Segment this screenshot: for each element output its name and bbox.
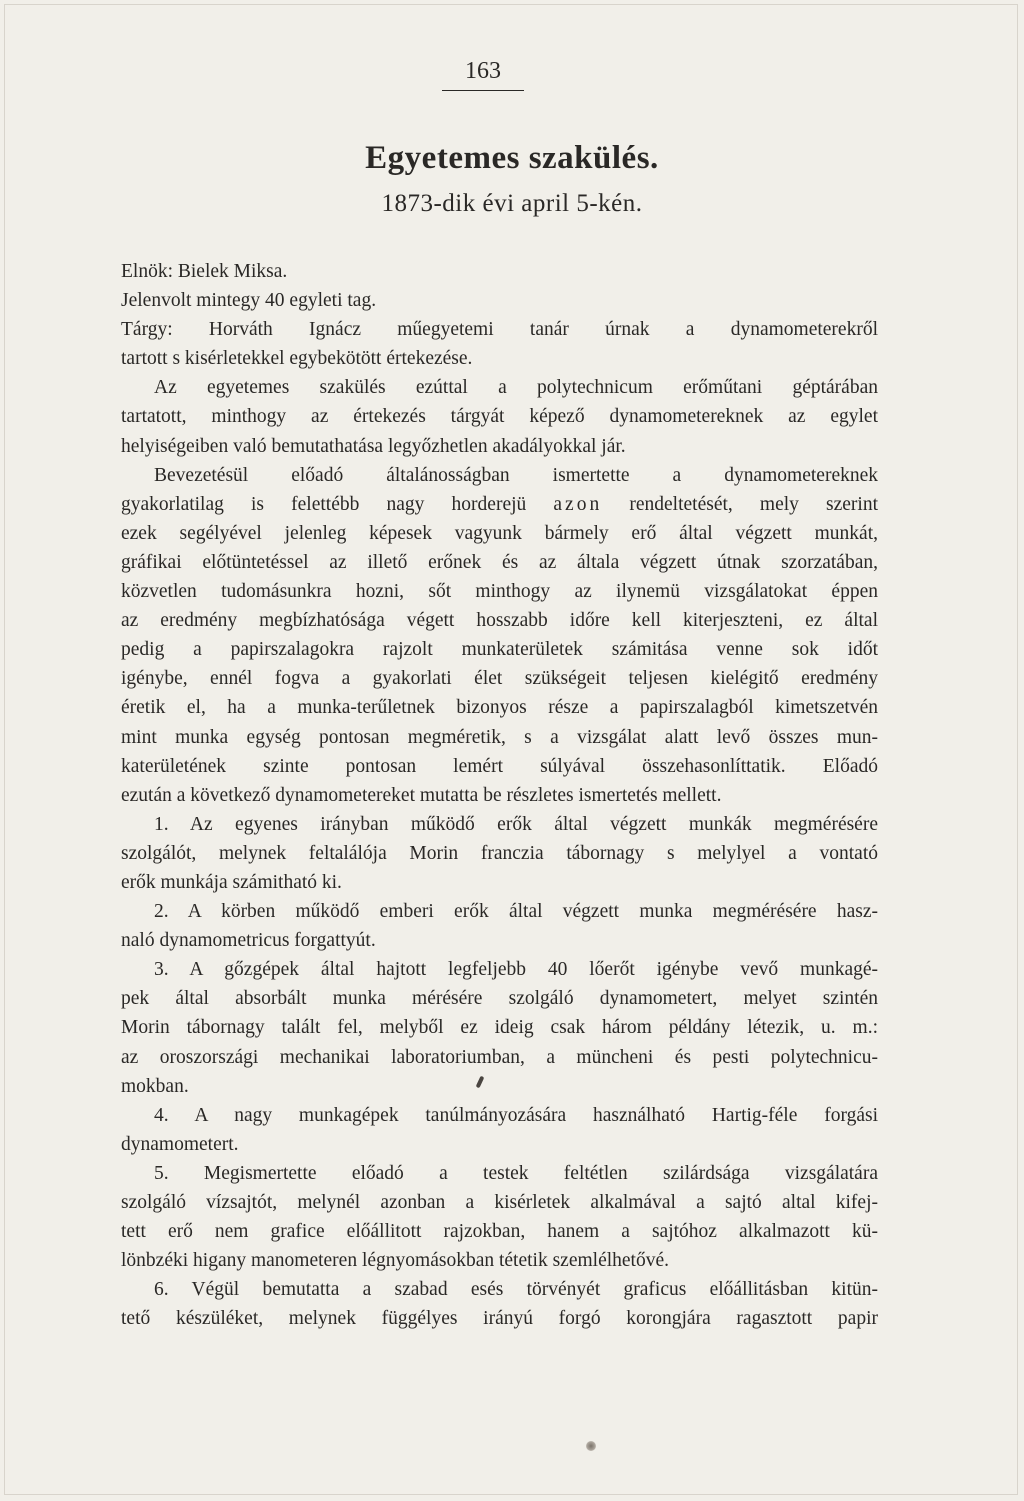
main-line-2-spaced: azon (553, 493, 603, 515)
item-4-line-2: dynamometert. (121, 1133, 239, 1155)
main-line-10: mint munka egység pontosan megméretik, s a vizsgálat alatt levő összes mun- (121, 726, 878, 748)
main-line-7: pedig a papirszalagokra rajzolt munkaterületek számitása venne sok időt (121, 639, 878, 661)
main-line-5: közvetlen tudomásunkra hozni, sőt minthogy az ilynemü vizsgálatokat éppen (121, 581, 878, 603)
main-line-3: ezek segélyével jelenleg képesek vagyunk bármely erő által végzett munkát, (121, 522, 878, 544)
item-5-line-2: szolgáló vízsajtót, melynél azonban a kisérletek alkalmával a sajtó altal kifej- (121, 1192, 878, 1213)
item-3-line-3: Morin tábornagy talált fel, melyből ez ideig csak három példány létezik, u. m.: (121, 1017, 878, 1039)
main-line-11: katerületének szinte pontosan lemért súlyával összehasonlíttatik. Előadó (121, 755, 878, 777)
item-2-line-1: 2. A körben működő emberi erők által végzett munka megmérésére hasz- (154, 901, 878, 923)
intro-line-2: tartatott, minthogy az értekezés tárgyát képező dynamometereknek az egylet (121, 406, 878, 428)
main-line-12: ezután a következő dynamometereket mutatta be részletes ismertetés mellett. (121, 784, 722, 806)
main-line-2-after: rendeltetését, mely szerint (629, 493, 879, 515)
targy-line-1: Tárgy: Horváth Ignácz műegyetemi tanár úrnak a dynamometerekről (121, 319, 878, 341)
item-3-line-5: mokban. (121, 1075, 189, 1097)
main-line-2-before: gyakorlatilag is felettébb nagy horderejü (121, 493, 527, 515)
main-line-6: az eredmény megbízhatósága végett hosszabb időre kell kiterjeszteni, ez által (121, 610, 878, 632)
main-line-1: Bevezetésül előadó általánosságban ismertette a dynamometereknek (154, 464, 878, 486)
main-line-9: éretik el, ha a munka-terűletnek bizonyos része a papirszalagból kimetszetvén (121, 697, 878, 719)
main-line-4: gráfikai előtüntetéssel az illető erőnek és az általa végzett útnak szorzatában, (121, 551, 878, 573)
item-3-line-2: pek által absorbált munka mérésére szolgáló dynamometert, melyet szintén (121, 988, 878, 1010)
targy-line-2: tartott s kisérletekkel egybekötött értekezése. (121, 348, 473, 370)
item-2-line-2: naló dynamometricus forgattyút. (121, 930, 376, 952)
main-line-8: igénybe, ennél fogva a gyakorlati élet szükségeit teljesen kielégitő eredmény (121, 668, 878, 690)
document-title: Egyetemes szakülés. (365, 140, 659, 176)
item-3-line-1: 3. A gőzgépek által hajtott legfeljebb 40 lőerőt igénybe vevő munkagé- (154, 959, 878, 981)
document-date: 1873-dik évi april 5-kén. (381, 190, 643, 217)
item-1-line-1: 1. Az egyenes irányban működő erők által végzett munkák megmérésére (154, 813, 878, 835)
item-5-line-3: tett erő nem grafice előállitott rajzokban, hanem a sajtóhoz alkalmazott kü- (121, 1221, 878, 1243)
page-number: 163 (442, 58, 524, 91)
item-3-line-4: az oroszországi mechanikai laboratoriumban, a müncheni és pesti polytechnicu- (121, 1046, 878, 1068)
header-line-elnok: Elnök: Bielek Miksa. (121, 261, 288, 282)
paper-stain (586, 1441, 596, 1451)
item-6-line-2: tető készüléket, melynek függélyes irányú forgó korongjára ragasztott papir (121, 1308, 878, 1330)
item-5-line-1: 5. Megismertette előadó a testek feltétlen szilárdsága vizsgálatára (154, 1162, 878, 1184)
item-1-line-3: erők munkája számitható ki. (121, 871, 342, 893)
item-5-line-4: lönbzéki higany manometeren légnyomásokban tétetik szemlélhetővé. (121, 1250, 669, 1272)
item-1-line-2: szolgálót, melynek feltalálója Morin franczia tábornagy s melylyel a vontató (121, 842, 878, 864)
item-4-line-1: 4. A nagy munkagépek tanúlmányozására használható Hartig-féle forgási (154, 1104, 878, 1126)
header-line-jelenvolt: Jelenvolt mintegy 40 egyleti tag. (121, 290, 377, 312)
item-6-line-1: 6. Végül bemutatta a szabad esés törvényét graficus előállitásban kitün- (154, 1279, 878, 1301)
document-body (121, 257, 878, 1333)
intro-line-3: helyiségeiben való bemutathatása legyőzhetlen akadályokkal jár. (121, 435, 626, 457)
main-line-2 (121, 490, 878, 519)
intro-line-1: Az egyetemes szakülés ezúttal a polytechnicum erőműtani géptárában (154, 377, 878, 399)
